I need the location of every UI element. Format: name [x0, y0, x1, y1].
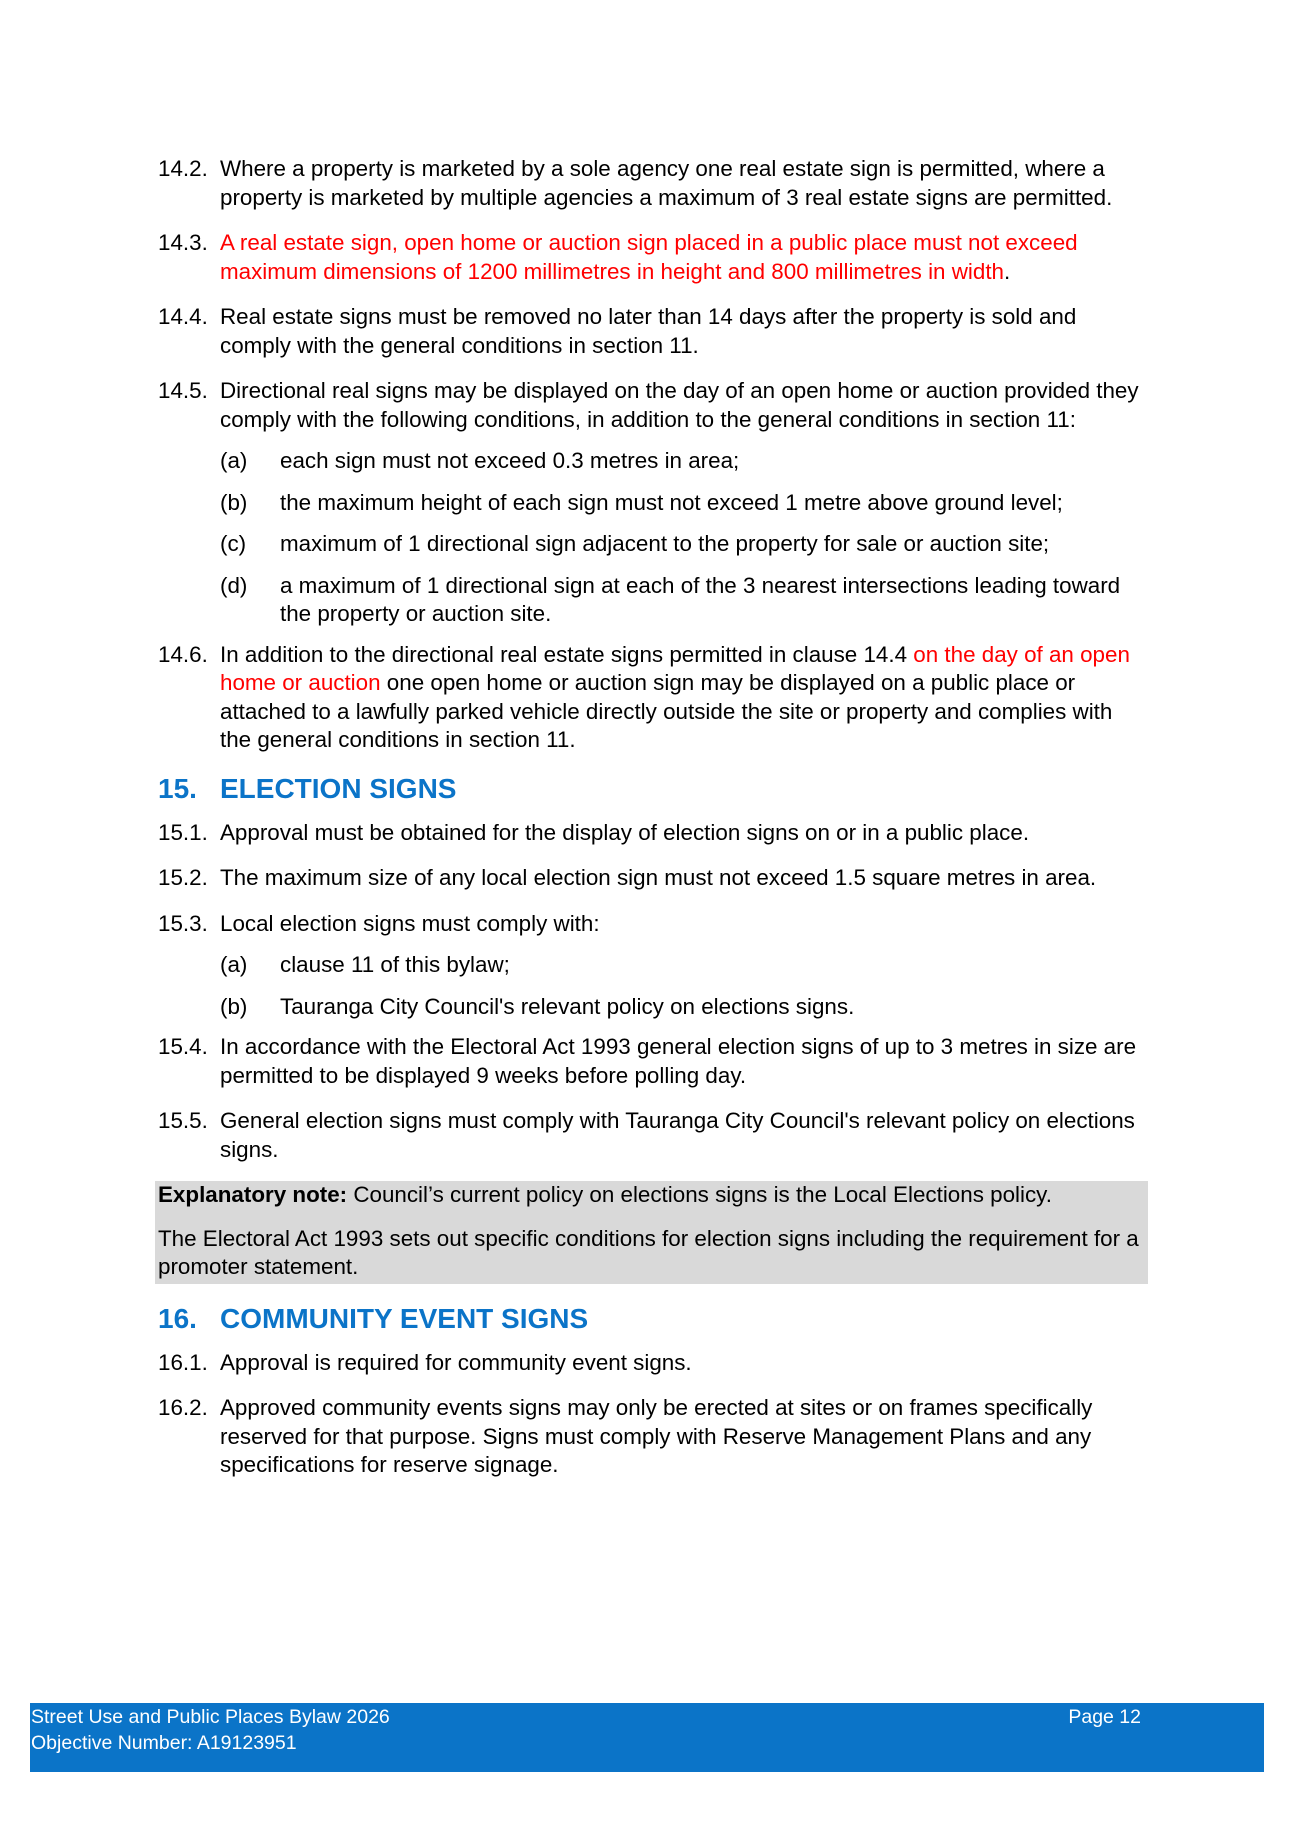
list-item	[220, 993, 1148, 1022]
list-item-text: Tauranga City Council's relevant policy on elections signs.	[280, 993, 855, 1019]
objective-number: Objective Number: A19123951	[31, 1732, 297, 1754]
clause-number: 15.3.	[158, 910, 208, 936]
footer-row	[30, 1705, 1264, 1729]
clause-14-4	[158, 303, 1148, 360]
list-item-label: (d)	[220, 572, 248, 598]
clause-16-2	[158, 1394, 1148, 1480]
page-footer	[30, 1703, 1264, 1772]
clause-14-6	[158, 641, 1148, 755]
clause-number: 15.4.	[158, 1034, 208, 1059]
clause-number: 14.2.	[158, 156, 208, 181]
clause-number: 16.2.	[158, 1395, 208, 1420]
clause-15-5	[158, 1107, 1148, 1164]
list-item-text: clause 11 of this bylaw;	[280, 952, 510, 977]
clause-text-head: In addition to the directional real estate signs permitted in clause 14.4	[220, 641, 914, 667]
list-item-label: (a)	[220, 952, 248, 977]
explanatory-note-line	[158, 1181, 1148, 1210]
list-item-text: a maximum of 1 directional sign at each of the 3 nearest intersections leading toward the property or auction site.	[280, 572, 1121, 626]
document-title: Street Use and Public Places Bylaw 2026	[31, 1706, 390, 1728]
page-content	[158, 155, 1148, 1497]
clause-14-3	[158, 229, 1148, 286]
clause-text: Approval is required for community event signs.	[220, 1349, 692, 1375]
clause-text	[220, 229, 1148, 286]
clause-14-5	[158, 377, 1148, 434]
clause-15-1	[158, 819, 1148, 848]
list-item-label: (a)	[220, 448, 248, 473]
clause-number: 14.6.	[158, 641, 208, 667]
amended-text: on the day of an open home or auction	[220, 641, 1130, 695]
clause-15-4	[158, 1033, 1148, 1090]
footer-row	[30, 1731, 1264, 1755]
clause-number: 15.5.	[158, 1108, 208, 1133]
section-number: 16.	[158, 1302, 197, 1334]
list-item-label: (c)	[220, 531, 247, 556]
clause-number: 14.5.	[158, 378, 208, 403]
clause-text: The maximum size of any local election sign must not exceed 1.5 square metres in area.	[220, 865, 1097, 890]
explanatory-note-line: The Electoral Act 1993 sets out specific conditions for election signs including the requirement for a promoter statement.	[158, 1225, 1139, 1279]
list-item-text: the maximum height of each sign must not exceed 1 metre above ground level;	[280, 489, 1063, 515]
clause-text-tail: .	[1004, 258, 1011, 284]
list-item	[220, 530, 1148, 559]
page-number: Page 12	[1068, 1706, 1141, 1728]
section-heading-community-event-signs	[158, 1302, 1148, 1336]
clause-text: Approval must be obtained for the display of election signs on or in a public place.	[220, 819, 1030, 845]
list-item	[220, 489, 1148, 518]
clause-text: General election signs must comply with Tauranga City Council's relevant policy on elections signs.	[220, 1108, 1135, 1162]
explanatory-note	[155, 1181, 1148, 1284]
section-number: 15.	[158, 772, 197, 804]
clause-text: Real estate signs must be removed no later than 14 days after the property is sold and comply with the general conditions in section 11.	[220, 304, 1077, 358]
list-item-label: (b)	[220, 993, 248, 1019]
clause-number: 15.1.	[158, 819, 208, 845]
clause-text	[220, 641, 1148, 755]
clause-text: In accordance with the Electoral Act 1993 general election signs of up to 3 metres in size are permitted to be displayed 9 weeks before polling day.	[220, 1034, 1137, 1088]
section-title: ELECTION SIGNS	[220, 772, 457, 804]
explanatory-note-text: Council’s current policy on elections signs is the Local Elections policy.	[347, 1182, 1052, 1207]
list-item	[220, 447, 1148, 476]
list-item-text: each sign must not exceed 0.3 metres in area;	[280, 448, 740, 473]
clause-text: Where a property is marketed by a sole agency one real estate sign is permitted, where a property is marketed by multiple agencies a maximum of 3 real estate signs are permitted.	[220, 156, 1113, 210]
clause-text: Approved community events signs may only be erected at sites or on frames specifically reserved for that purpose. Signs must comply with Reserve Management Plans and any specifications for reserve signage.	[220, 1395, 1093, 1477]
amended-text: A real estate sign, open home or auction sign placed in a public place must not exceed maximum dimensions of 1200 millimetres in height and 800 millimetres in width	[220, 230, 1078, 284]
list-item-label: (b)	[220, 489, 248, 515]
clause-15-3	[158, 910, 1148, 939]
section-title: COMMUNITY EVENT SIGNS	[220, 1302, 589, 1334]
list-item-text: maximum of 1 directional sign adjacent to the property for sale or auction site;	[280, 531, 1050, 556]
clause-text-tail: one open home or auction sign may be displayed on a public place or attached to a lawfully parked vehicle directly outside the site or property and complies with the general conditions in section 11.	[220, 670, 1113, 752]
clause-number: 15.2.	[158, 865, 208, 890]
clause-14-5-sublist	[220, 447, 1148, 629]
clause-15-2	[158, 864, 1148, 893]
list-item	[220, 951, 1148, 980]
clause-16-1	[158, 1349, 1148, 1378]
clause-15-3-sublist	[220, 951, 1148, 1021]
clause-14-2	[158, 155, 1148, 212]
clause-text: Directional real signs may be displayed on the day of an open home or auction provided they comply with the following conditions, in addition to the general conditions in section 11:	[220, 378, 1139, 432]
list-item	[220, 572, 1148, 629]
explanatory-note-label: Explanatory note:	[158, 1182, 348, 1207]
clause-number: 16.1.	[158, 1349, 208, 1375]
clause-text: Local election signs must comply with:	[220, 910, 600, 936]
clause-number: 14.3.	[158, 230, 208, 255]
section-heading-election-signs	[158, 772, 1148, 806]
clause-number: 14.4.	[158, 304, 208, 329]
